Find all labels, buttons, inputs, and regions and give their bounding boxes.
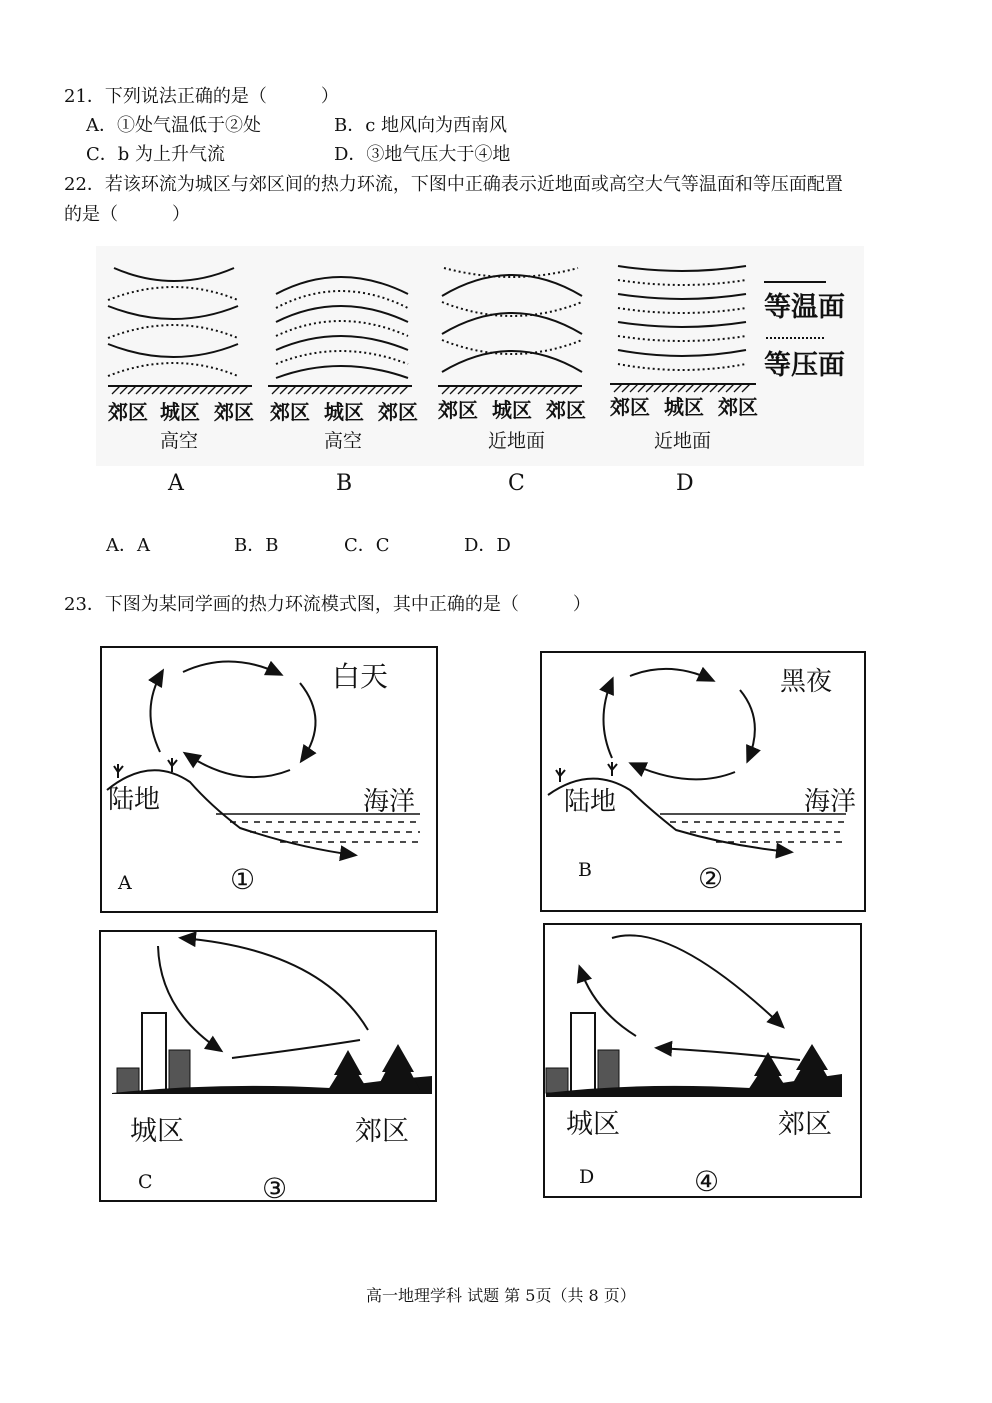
label-suburb: 郊区 (270, 400, 310, 424)
q23-panel-c (100, 931, 436, 1205)
letter-c: C (508, 471, 525, 496)
label-suburb: 郊区 (214, 400, 254, 424)
q23-a-land: 陆地 (108, 785, 161, 815)
q23-a-time: 白天 (332, 660, 389, 693)
caption-c: 近地面 (488, 430, 546, 452)
q21-option-a[interactable]: A．①处气温低于②处 (86, 115, 261, 136)
label-suburb: 郊区 (438, 398, 478, 422)
label-suburb: 郊区 (610, 395, 650, 419)
q23-a-letter: A (118, 872, 132, 894)
label-city: 城区 (664, 395, 704, 419)
caption-b: 高空 (324, 430, 363, 452)
q23-b-sea: 海洋 (804, 787, 857, 817)
q23-panel-d (544, 924, 861, 1198)
q21-option-b[interactable]: B．c 地风向为西南风 (334, 115, 508, 136)
caption-d: 近地面 (654, 430, 712, 452)
legend-isobar: 等压面 (764, 350, 845, 381)
caption-a: 高空 (160, 430, 199, 452)
q23-c-num: ③ (262, 1172, 288, 1205)
q21-option-d[interactable]: D．③地气压大于④地 (334, 144, 511, 165)
q23-b-num: ② (698, 862, 724, 895)
q23-b-land: 陆地 (564, 787, 617, 817)
label-city: 城区 (160, 400, 200, 424)
q23-d-letter: D (579, 1166, 595, 1188)
label-suburb: 郊区 (718, 395, 758, 419)
page-footer: 高一地理学科 试题 第 5页（共 8 页） (366, 1286, 636, 1305)
q21-stem: 21．下列说法正确的是（ ） (64, 86, 339, 107)
q23-d-suburb: 郊区 (778, 1109, 832, 1140)
q23-stem: 23．下图为某同学画的热力环流模式图，其中正确的是（ ） (64, 594, 591, 615)
q21-option-c[interactable]: C．b 为上升气流 (86, 144, 226, 165)
q23-panel-b (541, 652, 865, 911)
q23-d-num: ④ (694, 1165, 720, 1198)
q22-option-b[interactable]: B．B (234, 535, 279, 556)
legend-isotherm: 等温面 (764, 292, 845, 323)
letter-a: A (168, 471, 184, 496)
q22-stem-line2: 的是（ ） (64, 204, 190, 225)
letter-b: B (336, 471, 353, 496)
q23-d-city: 城区 (566, 1109, 620, 1140)
q22-option-d[interactable]: D．D (464, 535, 511, 556)
letter-d: D (676, 471, 694, 496)
q23-panel-a (101, 647, 437, 912)
q22-option-a[interactable]: A．A (106, 535, 150, 556)
q23-b-time: 黑夜 (780, 667, 833, 697)
q23-c-letter: C (138, 1171, 153, 1193)
label-suburb: 郊区 (546, 398, 586, 422)
q23-b-letter: B (578, 859, 592, 881)
label-city: 城区 (324, 400, 364, 424)
label-city: 城区 (492, 398, 532, 422)
q23-c-suburb: 郊区 (355, 1116, 409, 1147)
q22-stem-line1: 22．若该环流为城区与郊区间的热力环流，下图中正确表示近地面或高空大气等温面和等压面配置 (64, 174, 843, 195)
q23-c-city: 城区 (130, 1116, 184, 1147)
q22-option-c[interactable]: C．C (344, 535, 390, 556)
label-suburb: 郊区 (108, 400, 148, 424)
label-suburb: 郊区 (378, 400, 418, 424)
q23-a-sea: 海洋 (363, 787, 416, 817)
q23-a-num: ① (230, 863, 256, 896)
